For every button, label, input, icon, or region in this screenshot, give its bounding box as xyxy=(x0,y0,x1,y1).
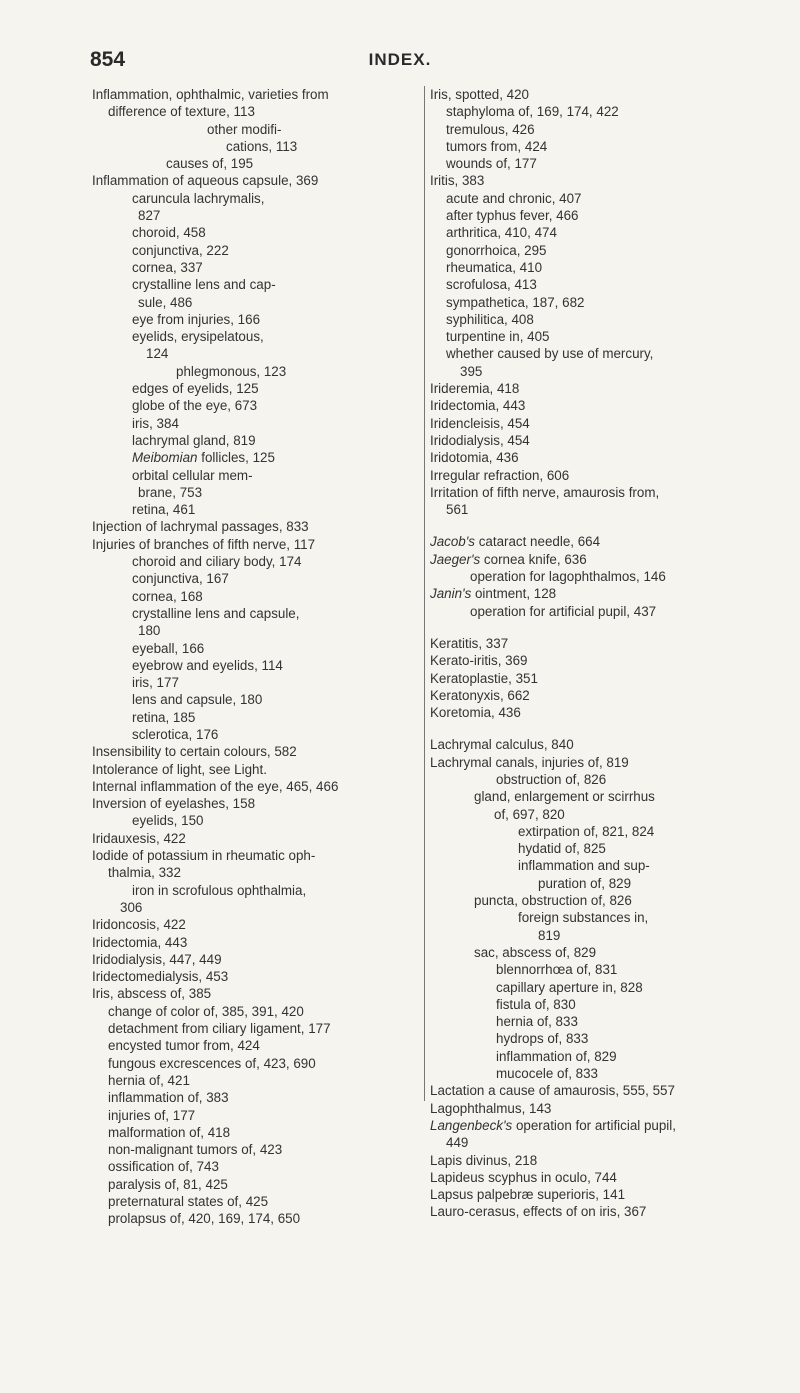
index-subentry: sympathetica, 187, 682 xyxy=(446,294,585,310)
index-subentry: hydatid of, 825 xyxy=(518,841,606,857)
index-subentry: sclerotica, 176 xyxy=(132,726,219,742)
index-subentry: eyeball, 166 xyxy=(132,640,205,656)
index-subentry: iron in scrofulous ophthalmia, xyxy=(132,882,307,898)
index-subentry: scrofulosa, 413 xyxy=(446,277,537,293)
index-subentry: staphyloma of, 169, 174, 422 xyxy=(446,104,619,120)
index-subentry: 395 xyxy=(460,363,483,379)
index-subentry: blennorrhœa of, 831 xyxy=(496,962,618,978)
index-entry: Iris, spotted, 420 xyxy=(430,87,529,102)
index-entry: Irritation of fifth nerve, amaurosis from, xyxy=(430,484,660,500)
index-entry: Koretomia, 436 xyxy=(430,705,521,721)
index-subentry: gland, enlargement or scirrhus xyxy=(474,789,655,805)
index-subentry: sule, 486 xyxy=(138,294,193,310)
index-entry: Iridoncosis, 422 xyxy=(92,917,186,933)
index-subentry: mucocele of, 833 xyxy=(496,1066,598,1082)
index-subentry: cornea, 168 xyxy=(132,588,203,604)
page-header xyxy=(0,48,800,78)
index-subentry: tumors from, 424 xyxy=(446,138,548,154)
index-column-right xyxy=(430,86,760,1221)
index-subentry: change of color of, 385, 391, 420 xyxy=(108,1003,304,1019)
index-subentry: 827 xyxy=(138,208,161,224)
index-entry: Inversion of eyelashes, 158 xyxy=(92,796,256,812)
entry-gap xyxy=(430,518,760,533)
index-subentry: fistula of, 830 xyxy=(496,996,576,1012)
index-subentry: fungous excrescences of, 423, 690 xyxy=(108,1055,316,1071)
index-entry: Iridodialysis, 454 xyxy=(430,432,530,448)
index-entry: Iridectomia, 443 xyxy=(92,934,188,950)
index-entry: Jaeger's cornea knife, 636 xyxy=(430,551,587,567)
index-subentry: operation for artificial pupil, 437 xyxy=(470,603,657,619)
index-subentry: lens and capsule, 180 xyxy=(132,692,263,708)
index-entry: Iris, abscess of, 385 xyxy=(92,986,212,1002)
index-entry: Iridotomia, 436 xyxy=(430,450,519,466)
index-subentry: puncta, obstruction of, 826 xyxy=(474,893,632,909)
index-subentry: eyebrow and eyelids, 114 xyxy=(132,657,283,673)
index-subentry: caruncula lachrymalis, xyxy=(132,190,265,206)
index-entry: Kerato-iritis, 369 xyxy=(430,653,528,669)
index-subentry: paralysis of, 81, 425 xyxy=(108,1176,228,1192)
index-subentry: Meibomian follicles, 125 xyxy=(132,450,275,466)
index-subentry: iris, 384 xyxy=(132,415,179,431)
index-subentry: after typhus fever, 466 xyxy=(446,208,579,224)
index-subentry: non-malignant tumors of, 423 xyxy=(108,1142,283,1158)
index-subentry: eye from injuries, 166 xyxy=(132,311,261,327)
index-subentry: choroid and ciliary body, 174 xyxy=(132,554,302,570)
index-subentry: conjunctiva, 167 xyxy=(132,571,229,587)
index-subentry: crystalline lens and cap- xyxy=(132,277,276,293)
index-subentry: obstruction of, 826 xyxy=(496,771,607,787)
index-subentry: wounds of, 177 xyxy=(446,156,537,172)
index-entry: Irregular refraction, 606 xyxy=(430,467,570,483)
index-column-left xyxy=(92,86,417,1228)
index-subentry: tremulous, 426 xyxy=(446,121,535,137)
index-subentry: of, 697, 820 xyxy=(494,806,565,822)
index-subentry: ossification of, 743 xyxy=(108,1159,219,1175)
index-subentry: retina, 461 xyxy=(132,502,196,518)
index-subentry: inflammation of, 829 xyxy=(496,1048,617,1064)
index-entry: Iridectomedialysis, 453 xyxy=(92,969,229,985)
index-entry: Iodide of potassium in rheumatic oph- xyxy=(92,848,316,864)
index-entry: Lapis divinus, 218 xyxy=(430,1152,538,1168)
index-subentry: thalmia, 332 xyxy=(108,865,181,881)
index-subentry: brane, 753 xyxy=(138,484,203,500)
index-subentry: inflammation of, 383 xyxy=(108,1090,229,1106)
entry-gap xyxy=(430,620,760,635)
index-entry: Iridectomia, 443 xyxy=(430,398,526,414)
index-subentry: difference of texture, 113 xyxy=(108,104,255,120)
index-entry: Lachrymal calculus, 840 xyxy=(430,737,574,753)
index-entry: Janin's ointment, 128 xyxy=(430,586,557,602)
index-entry: Inflammation of aqueous capsule, 369 xyxy=(92,173,319,189)
index-subentry: globe of the eye, 673 xyxy=(132,398,258,414)
index-subentry: gonorrhoica, 295 xyxy=(446,242,547,258)
index-entry: Iridauxesis, 422 xyxy=(92,830,186,846)
index-subentry: crystalline lens and capsule, xyxy=(132,605,300,621)
index-subentry: 561 xyxy=(446,502,469,518)
index-entry: Langenbeck's operation for artificial pupil, xyxy=(430,1117,676,1133)
index-subentry: injuries of, 177 xyxy=(108,1107,196,1123)
index-entry: Internal inflammation of the eye, 465, 466 xyxy=(92,778,339,794)
index-subentry: capillary aperture in, 828 xyxy=(496,979,643,995)
index-entry: Intolerance of light, see Light. xyxy=(92,761,267,777)
index-subentry: iris, 177 xyxy=(132,675,179,691)
index-subentry: 124 xyxy=(146,346,169,362)
index-subentry: conjunctiva, 222 xyxy=(132,242,229,258)
index-entry: Keratitis, 337 xyxy=(430,635,509,651)
index-entry: Iritis, 383 xyxy=(430,173,485,189)
index-subentry: edges of eyelids, 125 xyxy=(132,381,259,397)
index-subentry: malformation of, 418 xyxy=(108,1124,231,1140)
index-subentry: sac, abscess of, 829 xyxy=(474,944,597,960)
index-subentry: encysted tumor from, 424 xyxy=(108,1038,260,1054)
index-subentry: 819 xyxy=(538,927,561,943)
index-subentry: hydrops of, 833 xyxy=(496,1031,589,1047)
index-subentry: orbital cellular mem- xyxy=(132,467,253,483)
index-subentry: rheumatica, 410 xyxy=(446,259,543,275)
index-subentry: phlegmonous, 123 xyxy=(176,363,287,379)
index-subentry: retina, 185 xyxy=(132,709,196,725)
index-subentry: puration of, 829 xyxy=(538,875,632,891)
entry-gap xyxy=(430,721,760,736)
index-subentry: whether caused by use of mercury, xyxy=(446,346,654,362)
index-entry: Iridencleisis, 454 xyxy=(430,415,530,431)
index-subentry: operation for lagophthalmos, 146 xyxy=(470,569,666,585)
index-subentry: inflammation and sup- xyxy=(518,858,650,874)
index-entry: Lactation a cause of amaurosis, 555, 557 xyxy=(430,1083,675,1099)
index-subentry: other modifi- xyxy=(207,121,282,137)
page-number: 854 xyxy=(90,48,126,71)
index-entry: Lapideus scyphus in oculo, 744 xyxy=(430,1169,617,1185)
index-entry: Keratonyxis, 662 xyxy=(430,687,530,703)
index-subentry: arthritica, 410, 474 xyxy=(446,225,557,241)
index-subentry: lachrymal gland, 819 xyxy=(132,432,256,448)
index-subentry: 306 xyxy=(120,899,143,915)
index-subentry: 180 xyxy=(138,623,161,639)
index-entry: Lauro-cerasus, effects of on iris, 367 xyxy=(430,1204,647,1220)
index-subentry: detachment from ciliary ligament, 177 xyxy=(108,1021,331,1037)
index-subentry: prolapsus of, 420, 169, 174, 650 xyxy=(108,1211,301,1227)
index-subentry: hernia of, 421 xyxy=(108,1072,190,1088)
index-entry: Insensibility to certain colours, 582 xyxy=(92,744,297,760)
index-entry: Irideremia, 418 xyxy=(430,381,520,397)
index-subentry: extirpation of, 821, 824 xyxy=(518,823,655,839)
index-entry: Lagophthalmus, 143 xyxy=(430,1100,552,1116)
index-subentry: causes of, 195 xyxy=(166,156,254,172)
index-subentry: cations, 113 xyxy=(226,138,298,154)
index-subentry: preternatural states of, 425 xyxy=(108,1194,269,1209)
index-subentry: cornea, 337 xyxy=(132,259,203,275)
index-subentry: choroid, 458 xyxy=(132,225,206,241)
index-entry: Iridodialysis, 447, 449 xyxy=(92,951,222,967)
index-entry: Jacob's cataract needle, 664 xyxy=(430,534,601,550)
index-entry: Injuries of branches of fifth nerve, 117 xyxy=(92,536,316,552)
running-head-title: INDEX. xyxy=(368,50,432,69)
index-subentry: syphilitica, 408 xyxy=(446,311,534,327)
index-entry: Injection of lachrymal passages, 833 xyxy=(92,519,309,535)
index-subentry: 449 xyxy=(446,1135,469,1151)
index-subentry: foreign substances in, xyxy=(518,910,649,926)
index-subentry: eyelids, erysipelatous, xyxy=(132,329,264,345)
index-subentry: hernia of, 833 xyxy=(496,1014,578,1030)
index-entry: Lachrymal canals, injuries of, 819 xyxy=(430,754,629,770)
index-entry: Keratoplastie, 351 xyxy=(430,670,538,686)
column-divider xyxy=(424,86,425,1101)
index-subentry: turpentine in, 405 xyxy=(446,329,550,345)
index-entry: Inflammation, ophthalmic, varieties from xyxy=(92,87,329,102)
index-subentry: eyelids, 150 xyxy=(132,813,204,829)
index-entry: Lapsus palpebræ superioris, 141 xyxy=(430,1187,626,1203)
index-subentry: acute and chronic, 407 xyxy=(446,190,582,206)
